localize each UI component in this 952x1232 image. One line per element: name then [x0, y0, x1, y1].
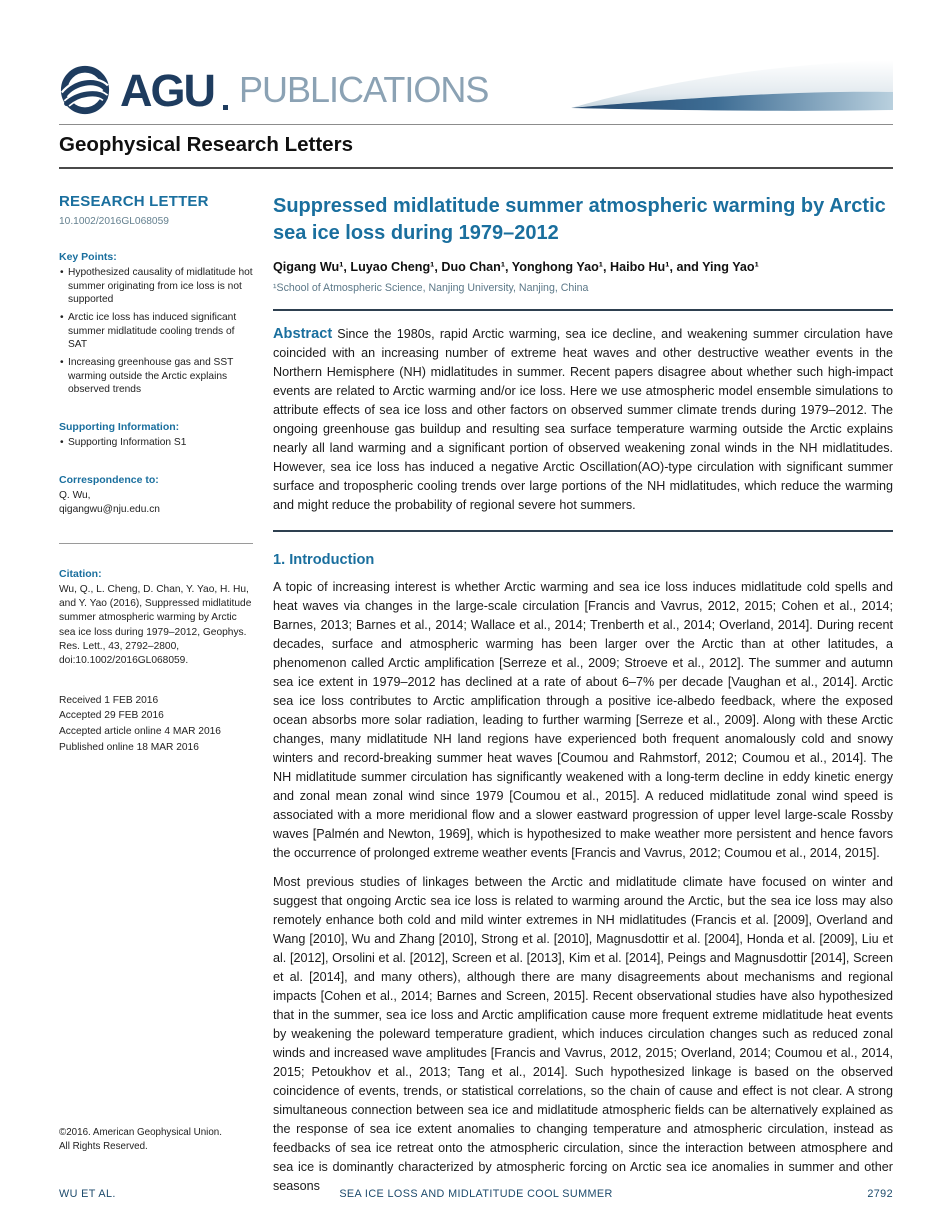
footer-authors: WU ET AL.: [59, 1188, 116, 1200]
key-points-list: [59, 266, 253, 397]
key-point-item: • Arctic ice loss has induced significant summer midlatitude cooling trends of SAT: [59, 311, 253, 352]
abstract-bottom-rule: [273, 530, 893, 532]
accepted-date: Accepted 29 FEB 2016: [59, 710, 164, 722]
agu-globe-icon: [59, 64, 111, 116]
page-footer: [59, 1188, 893, 1200]
journal-title: Geophysical Research Letters: [59, 133, 353, 156]
published-online-date: Published online 18 MAR 2016: [59, 742, 199, 753]
copyright-notice: [59, 1126, 259, 1154]
footer-page-number: 2792: [867, 1188, 893, 1200]
key-points-heading: Key Points:: [59, 251, 117, 263]
supporting-info-list: [59, 436, 253, 450]
doi: 10.1002/2016GL068059: [59, 216, 169, 227]
journal-bar: [59, 124, 893, 169]
copyright-line: ©2016. American Geophysical Union.: [59, 1127, 222, 1138]
key-point-item: • Hypothesized causality of midlatitude hot summer originating from ice loss is not supported: [59, 266, 253, 307]
received-date: Received 1 FEB 2016: [59, 694, 159, 706]
correspondence-email-link[interactable]: qigangwu@nju.edu.cn: [59, 503, 160, 515]
copyright-line: All Rights Reserved.: [59, 1141, 148, 1153]
brand-agu-text: AGU: [120, 64, 214, 116]
abstract-text: Since the 1980s, rapid Arctic warming, sea ice decline, and weakening summer circulation have coincided with an increasing number of extreme heat waves and other destructive weather events in the Northern Hemisphere (NH) midlatitudes in summer. Recent papers disagree about whether such high-impact events are related to Arctic warming and/or ice loss. Here we use atmospheric model ensemble simulations to attribute effects of sea ice loss and other factors on observed summer climate trends during 1979–2012. The ongoing greenhouse gas buildup and resulting sea surface temperature warming outside the Arctic explains nearly all land warming and a significant portion of observed weakening zonal winds in the NH midlatitudes. However, sea ice loss has induced a negative Arctic Oscillation(AO)-type circulation with significant summer surface and tropospheric cooling trends over large portions of the NH midlatitudes, which reduce the warming and might reduce the probability of regional severe hot summers.: [273, 326, 893, 512]
citation-heading: Citation:: [59, 567, 102, 580]
section-1-heading: 1. Introduction: [273, 551, 375, 568]
agu-logo: [59, 64, 488, 116]
accepted-online-date: Accepted article online 4 MAR 2016: [59, 726, 221, 738]
brand-publications-text: PUBLICATIONS: [239, 69, 489, 110]
supporting-info-heading: Supporting Information:: [59, 421, 180, 434]
abstract-label: Abstract: [273, 325, 333, 342]
article-history: [59, 693, 253, 756]
article-main: [273, 193, 893, 1196]
correspondence-heading: Correspondence to:: [59, 473, 159, 486]
masthead: [0, 0, 952, 124]
article-type-label: RESEARCH LETTER: [59, 193, 209, 210]
article-title: Suppressed midlatitude summer atmospheric warming by Arctic sea ice loss during 1979–2012: [273, 195, 886, 244]
citation-text: Wu, Q., L. Cheng, D. Chan, Y. Yao, H. Hu, and Y. Yao (2016), Suppressed midlatitude summer atmospheric warming by Arctic sea ice loss during 1979–2012, Geophys. Res. Lett., 43, 2792–2800, doi:10.1002/2016GL068059.: [59, 583, 252, 667]
sidebar: [59, 193, 253, 1196]
content: [0, 169, 952, 1196]
supporting-info-link[interactable]: • Supporting Information S1: [59, 436, 253, 450]
author-list: Qigang Wu¹, Luyao Cheng¹, Duo Chan¹, Yonghong Yao¹, Haibo Hu¹, and Ying Yao¹: [273, 259, 759, 274]
abstract-paragraph: [273, 325, 893, 515]
sidebar-divider: [59, 543, 253, 544]
correspondence-name: Q. Wu,: [59, 489, 91, 501]
key-point-item: • Increasing greenhouse gas and SST warming outside the Arctic explains observed trends: [59, 356, 253, 397]
affiliation: ¹School of Atmospheric Science, Nanjing University, Nanjing, China: [273, 281, 589, 294]
footer-running-title: SEA ICE LOSS AND MIDLATITUDE COOL SUMMER: [339, 1188, 613, 1200]
abstract-top-rule: [273, 309, 893, 311]
intro-paragraph-1: A topic of increasing interest is whether Arctic warming and sea ice loss induces midlatitude cold spells and heat waves via changes in the large-scale circulation [Francis and Vavrus, 2012, 2015; Cohen et al., 2014; Barnes, 2013; Barnes et al., 2014; Wallace et al., 2014; Trenberth et al., 2014; Overland, 2014]. During recent decades, surface and atmospheric warming has been larger over the Arctic than at other latitudes, a phenomenon called Arctic amplification [Serreze et al., 2009; Stroeve et al., 2012]. The summer and autumn sea ice extent in 1979–2012 has declined at a rate of about 6–7% per decade [Vaughan et al., 2014]. Arctic sea ice loss contributes to Arctic amplification through a positive ice-albedo feedback, where the exposed ocean absorbs more solar radiation, leading to further warming [Serreze et al., 2009]. Along with these Arctic changes, many midlatitude NH land regions have experienced both frequent anomalously cold and snowy winters and record-breaking summer heat waves [Coumou and Rahmstorf, 2012; Coumou et al., 2014]. The NH midlatitude summer circulation has significantly weakened with a long-term decline in eddy kinetic energy and zonal mean zonal wind since 1979 [Coumou et al., 2015]. A reduced midlatitude zonal wind speed is associated with a more meridional flow and a slower eastward progression of upper level large-scale Rossby waves [Palmén and Newton, 1969], which is hypothesized to make weather more persistent and hence favors the occurrence of prolonged extreme weather events [Francis and Vavrus, 2012; Coumou et al., 2014, 2015].: [273, 579, 893, 860]
brand-dot: [223, 105, 228, 110]
intro-paragraph-2: Most previous studies of linkages between the Arctic and midlatitude climate have focused on winter and suggest that ongoing Arctic sea ice loss is related to warming around the Arctic, but the sea ice loss may also remotely enhance both cold and mild winter extremes in NH midlatitudes (Francis et al. [2009], Overland and Wang [2010], Wu and Zhang [2010], Strong et al. [2010], Magnusdottir et al. [2004], Honda et al. [2009], Liu et al. [2012], Orsolini et al. [2012], Screen et al. [2013], Kim et al. [2014], Peings and Magnusdottir [2014], Screen et al. [2014], and many others), although there are many disagreements about mechanisms and regional impacts [Cohen et al., 2014; Barnes and Screen, 2015]. Recent observational studies have also hypothesized that in the summer, sea ice loss and Arctic amplification cause more frequent extreme midlatitude heat events by weakening the poleward temperature gradient, which induces circulation changes such as reduced zonal winds and increased wave amplitudes [Francis and Vavrus, 2012, 2015; Overland, 2014; Coumou et al., 2014, 2015; Petoukhov et al., 2013; Tang et al., 2014]. Such hypothesized linkage is based on the observed coincidence of events, trends, or statistical correlations, so the chain of cause and effect is not clear. A strong simultaneous connection between sea ice and midlatitude atmospheric fields can be alternatively explained as the response of sea ice extent anomalies to changing temperature and atmospheric circulation, instead as feedbacks of sea ice retreat onto the atmospheric circulation, since the interaction between atmosphere and sea ice is dominantly characterized by atmospheric forcing on Arctic sea ice anomalies in summer and other seasons: [273, 874, 893, 1193]
earth-swoosh-graphic: [571, 52, 893, 116]
header-earth-image: [571, 52, 893, 116]
